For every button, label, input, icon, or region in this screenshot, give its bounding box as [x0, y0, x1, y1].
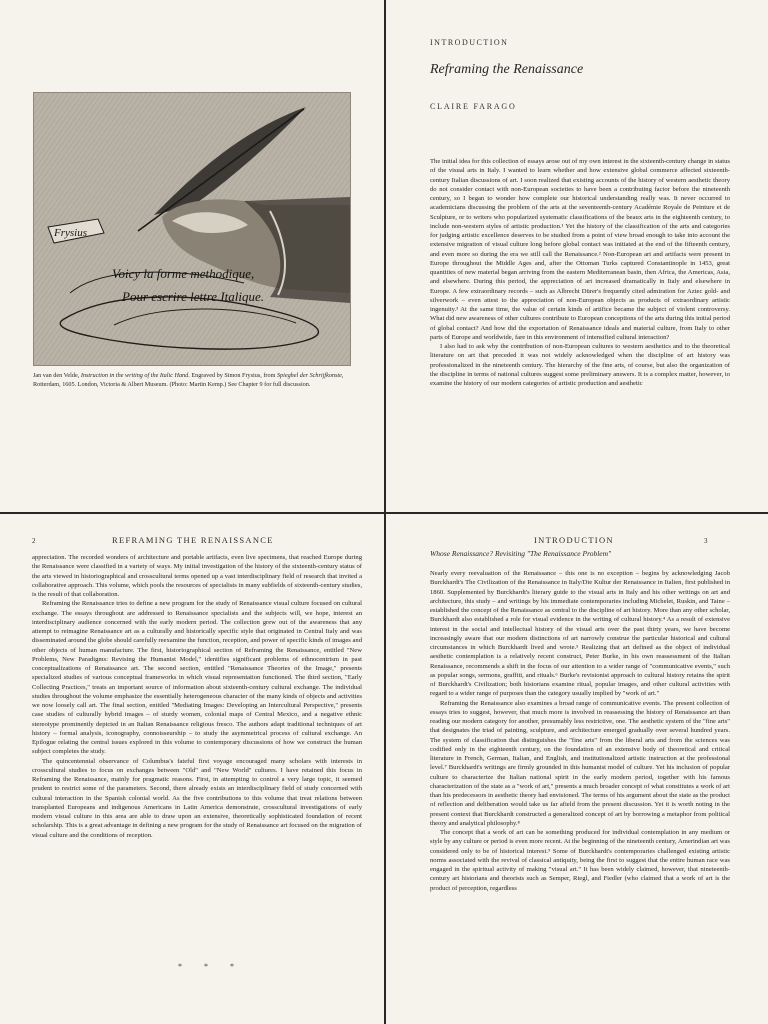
- engraving-script-line-1: Voicy la forme methodique,: [112, 266, 255, 281]
- author-name: CLAIRE FARAGO: [430, 102, 517, 111]
- page-number: 2: [32, 537, 36, 545]
- paragraph: Reframing the Renaissance also examines a broad range of communicative events. The present collection of essays tries to suggest, however, that much more is involved in reassessing the history of Renaissance art than reading our modern category for another, presumably less restrictive, one. The aesthetic system of the "fine arts" that designates the triad of painting, sculpture, and architecture emerged gradually over several hundred years. The system of classification that distinguishes the "fine arts" from the liberal arts and from the sciences was codified only in the eighteenth century, on the foundation of an extensive body of theoretical and critical literature in French, German, Italian, and English, and institutionalized artistic instruction at the professional level.⁷ Burckhardt's writings are firmly grounded in this humanist model of culture. Yet his inclusion of popular culture to characterize the Italian national spirit in the early modern period, together with his famous characterization of the state as a "work of art," presents a much broader concept of what constitutes a work of art than his predecessors in aesthetic theory had envisioned. The terms of his argument about the state as the product of reflection and deliberation would take us far afield from the present discussion. Yet it is worth noting in the present context that Burckhardt constructed a generalized concept of art by borrowing a metaphor from political theory and analytical philosophy.⁸: [430, 699, 730, 827]
- engraving-figure: [33, 92, 351, 366]
- page-number: 3: [704, 537, 708, 545]
- section-kicker: INTRODUCTION: [430, 38, 509, 47]
- chapter-title: Reframing the Renaissance: [430, 62, 584, 77]
- engraving-image: [34, 93, 350, 365]
- paragraph: The quincentennial observance of Columbus's fateful first voyage encouraged many scholars with interests in crosscultural studies to focus on exchanges between "Old" and "New World" cultures. I have retained this focus in Reframing the Renaissance, mainly for pragmatic reasons. First, in attempting to control a very large topic, it seemed prudent to restrict some of the parameters. Second, there already exists an interdisciplinary field of study concerned with cultural interaction in the Spanish colonial world. As the five contributions to this volume that treat relations between transplanted Europeans and indigenous Americans in Latin America demonstrate, crosscultural investigations of early modern visual culture in this area are able to draw upon an extensive, theoretically sophisticated foundation of recent scholarship. This is a great advantage in defining a new program for the study of Renaissance art focused on the migration of visual culture and the conditions of reception.: [32, 757, 362, 839]
- running-head: REFRAMING THE RENAISSANCE: [112, 535, 274, 545]
- paragraph: The initial idea for this collection of essays arose out of my own interest in the sixteenth-century change in status of the visual arts in Italy. I wanted to learn whether and how extensive global commerce affected sixteenth-century Italian discussions of art. I soon realized that existing accounts of the history of western aesthetic theory do not consider contact with non-European societies to have been a contributing factor before the nineteenth century, so I began to wonder how complete our historical understanding really was. It never occurred to academicians discussing the problem of the arts at the seventeenth-century Académie Royale de Peinture et de Sculpture, or to writers who popularized systematic classifications of the beaux arts in the eighteenth century, to include non-western styles of artistic production.¹ Yet the history of the classification of the arts and categories for judging artistic excellence deserves to be studied from a point of view broad enough to take into account the extensive migration of visual culture long before global contact was initiated at the end of the fifteenth century, and even more so during the era we still call the Renaissance.² Non-European art and artifacts were present in Europe throughout the Middle Ages and, after the Ottoman Turks captured Constantinople in 1453, great quantities of new material began arriving from the eastern Mediterranean basin, then Africa, the Americas, Asia, and elsewhere. During this period, the appreciation of art increased dramatically in Italy and elsewhere in Europe. A few extraordinary records – such as Albrecht Dürer's frequently cited admiration for Aztec gold- and silverwork – even attest to the appreciation of non-European objects as products of extraordinary artistic ingenuity.³ At the same time, the value of certain kinds of artifice became the subject of violent controversy. What did new awareness of other cultures contribute to European conceptions of the arts during this initial period of global contact? And how did the exportation of Renaissance ideals and material culture, from Italy to other parts of Europe and worldwide, fare in this environment of intensified cultural interaction?: [430, 158, 730, 341]
- section-ornament: * * *: [178, 962, 244, 971]
- engraving-script-line-2: Pour escrire lettre Italique.: [122, 289, 265, 304]
- intro-body-text: [430, 157, 730, 497]
- figure-caption: Jan van den Velde, Instruction in the writing of the Italic Hand. Engraved by Simon Frysius, from Spieghel der Schrijfkonste, Rotterdam, 1605. London, Victoria & Albert Museum. (Photo: Martin Kemp.) See Chapter 9 for full discussion.: [33, 372, 344, 388]
- paragraph: appreciation. The recorded wonders of architecture and portable artifacts, even live specimens, that reached Europe during the Renaissance were classified in a variety of ways. My initial investigation of the history of the sixteenth-century status of the arts viewed in historiographical and crosscultural terms opened up a vast interdisciplinary field of research that invited a collaborative approach. This volume, which pools the resources of specialists in many subfields of sixteenth-century studies, is the result of that collaboration.: [32, 554, 362, 598]
- page-2-body-text: [32, 553, 362, 953]
- engraving-signature: Frysius: [54, 227, 87, 239]
- paragraph: Reframing the Renaissance tries to define a new program for the study of Renaissance visual culture focused on cultural exchange. The essays throughout are addressed to Renaissance specialists and the subjects will, we hope, interest an interdisciplinary audience concerned with the early modern period. The collection grew out of the awareness that any attempt to reimagine Renaissance art as a culturally and historically specific style that originated in Central Italy and was disseminated around the globe should carefully reexamine the function, reception, and power of specific kinds of images and other objects of human manufacture. The first, historiographical section of Reframing the Renaissance, entitled "New Problems, New Paradigms: Revising the Humanist Model," identifies significant problems of ethnocentrism in past conceptualizations of Renaissance art. The second section, entitled "Renaissance Theories of the Image," presents specialized studies of various conceptual frameworks in which visual representation functioned. The third section, "Early Collecting Practices," treats an important source of information about sixteenth-century cultural exchange. The individual studies throughout the volume emphasize the essentially heterogeneous character of the many kinds of objects and activities we now loosely call art. The final section, entitled "Mediating Images: Developing an Intercultural Perspective," presents case studies of culturally hybrid images – of sturdy women, colonial maps of Central Mexico, and a negative ethnic stereotype prominently depicted in an Italian Renaissance religious fresco. The authors adapt traditional techniques of art history – formal analysis, iconography, connoisseurship – to study the asymmetrical process of cultural exchange. An Epilogue relating the central issues explored in this volume to contemporary discussions of how we construct the human subject completes the study.: [32, 600, 362, 756]
- paragraph: The concept that a work of art can be something produced for individual contemplation in any medium or style by any culture or period is even more recent. At the beginning of the nineteenth century, Amerindian art was considered only to be of historical interest.⁹ Some of Burckhardt's contemporaries challenged existing artistic norms associated with the revival of classical antiquity, being the first to suggest that the entire human race was engaged in the spiritual activity of making "visual art." It has been widely claimed, however, that nineteenth-century art historians and theorists such as Semper, Riegl, and Fiedler (who claimed that a work of art is the product of perception, regardless: [430, 829, 730, 892]
- page-3-body-text: [430, 569, 730, 1019]
- section-heading: Whose Renaissance? Revisiting "The Renaissance Problem": [430, 549, 612, 558]
- paragraph: Nearly every reevaluation of the Renaissance – this one is no exception – begins by acknowledging Jacob Burckhardt's The Civilization of the Renaissance in Italy/Die Kultur der Renaissance in Italien, first published in 1860. Supplemented by Burckhardt's literary guide to the visual arts in Italy and his other writings on art and architecture, this study – and writings by his immediate contemporaries including Michelet, Ruskin, and Taine – established the concept of the Renaissance as central to the discipline of art history. More than any other scholar, Burckhardt also established a role for visual evidence in the writing of cultural history.⁴ As a result of extensive interest in the social and intellectual history of the visual arts over the past thirty years, we have become increasingly aware that our modern distinctions of art narrowly construe the particular historical and cultural circumstances in which Burckhardt lived and wrote.⁵ Realizing that art defined as the object of individual aesthetic contemplation is a relatively recent construct, Peter Burke, in his own reassessment of the Italian Renaissance, recommends a shift in the focus of our attention to a wider range of "communicative events," such as popular songs, sermons, graffiti, and rituals.⁶ Burke's revisionist approach to cultural history retains the spirit of Burckhardt's Civilization; both historians examine ritual, popular images, and other cultural activities with regard to a wider range of purposes than the category usually implied by "work of art.": [430, 570, 730, 698]
- paragraph: I also had to ask why the contribution of non-European cultures to western aesthetics and to the theoretical literature on art that preceded it was not widely acknowledged when the discipline of art history was professionalized in the nineteenth century. The hierarchy of the fine arts, of course, but also the organization of the discipline in terms of national cultures suggest some preliminary answers. It is a complex matter, however, to examine the history of our modern categories of artistic production and aesthetic: [430, 343, 730, 387]
- running-head: INTRODUCTION: [534, 535, 614, 545]
